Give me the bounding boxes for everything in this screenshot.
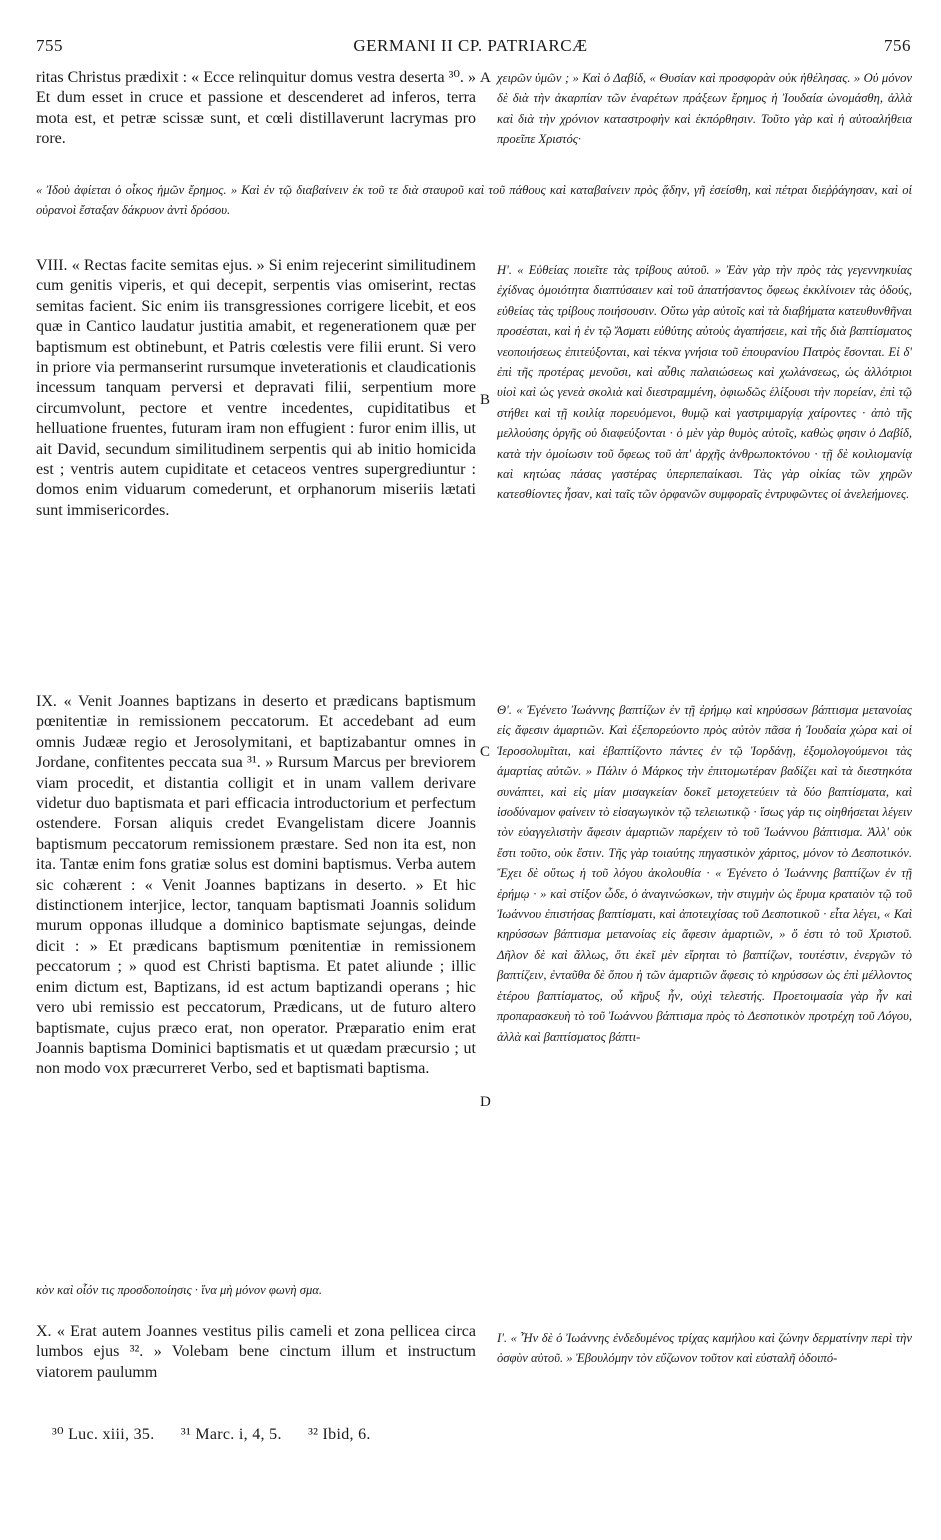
- greek-text-iota: Ι'. « Ἦν δὲ ὁ Ἰωάννης ἐνδεδυμένος τρίχας καμήλου καὶ ζώνην δερματίνην περὶ τὴν ὀσφὺν αὐτοῦ. » Ἐβουλόμην τὸν εὔζωνον τοῦτον καὶ εὐσταλῆ ὁδοιπό-: [497, 1331, 912, 1366]
- greek-section-iota: [497, 1328, 912, 1369]
- page-number-left: 755: [36, 36, 63, 55]
- latin-section-ix: [36, 692, 476, 1080]
- greek-section-theta: [497, 700, 912, 1047]
- greek-text-theta: Θ'. « Ἐγένετο Ἰωάννης βαπτίζων ἐν τῇ ἐρήμῳ καὶ κηρύσσων βάπτισμα μετανοίας εἰς ἄφεσιν ἁμαρτιῶν. Καὶ ἐξεπορεύοντο πρὸς αὐτὸν πᾶσα ἡ Ἰουδαία χώρα καὶ οἱ Ἱεροσολυμῖται, καὶ ἐβαπτίζοντο πάντες ἐν τῷ Ἰορδάνῃ, ἐξομολογούμενοι τὰς ἁμαρτίας αὐτῶν. » Πάλιν ὁ Μάρκος τὴν ἐπιτομωτέραν βαδίζει καὶ τὰ διεστηκότα συνάπτει, καὶ εἰς μίαν μισαγκείαν δοκεῖ μετοχετεύειν τὰ δύο βαπτίσματα, καὶ ἰσοδύναμον φαίνειν τὸ εἰσαγωγικὸν τῷ τελειωτικῷ · ἴσως γάρ τις οἰηθήσεται λέγειν τὸν εὐαγγελιστὴν ἄφεσιν ἁμαρτιῶν παρέχειν τὸ τοῦ Ἰωάννου βάπτισμα. Ἀλλ' οὐκ ἔστι τοῦτο, οὐκ ἔστιν. Τῆς γὰρ τοιαύτης πηγαστικὸν χάριτος, μόνον τὸ Δεσποτικόν. Ἔχει δὲ οὕτως ἡ τοῦ λόγου ἀκολουθία · « Ἐγένετο ὁ Ἰωάννης βαπτίζων ἐν τῇ ἐρήμῳ · » καὶ στίξον ὧδε, ὁ ἀναγινώσκων, τὴν στιγμὴν ὡς ἔρυμα κραταιὸν τῷ τοῦ Ἰωάννου ἐπιστήσας βαπτίσματι, καὶ ἀποτειχίσας τοῦ Δεσποτικοῦ · εἶτα λέγει, « Καὶ κηρύσσων βάπτισμα μετανοίας εἰς ἄφεσιν ἁμαρτιῶν, » ὅ ἐστι τὸ τοῦ Χριστοῦ. Δῆλον δὲ καὶ ἄλλως, ὅτι ἐκεῖ μὲν εἴρηται τὸ βαπτίζων, τουτέστιν, ἐνεργῶν τὸ βαπτίζειν, ἐνταῦθα δὲ ὅπου ἡ τῶν ἁμαρτιῶν ἄφεσις τὸ κηρύσσων ὡς ἐπὶ μέλλοντος ἑτέρου βαπτίσματος, οὗ κῆρυξ ἦν, οὐχὶ τελεστής. Προετοιμασία γὰρ ἦν καὶ προπαρασκευὴ τὸ τοῦ Ἰωάννου βάπτισμα πρὸς τὸ Δεσποτικὸν προτρέχη τοῦ Λόγου, ἀλλὰ καὶ βαπτίσματος βάπτι-: [497, 703, 912, 1044]
- page-number-right: 756: [884, 36, 911, 55]
- latin-paragraph-top: [36, 68, 476, 150]
- greek-text-full-top: « Ἰδοὺ ἀφίεται ὁ οἶκος ἡμῶν ἔρημος. » Καὶ ἐν τῷ διαβαίνειν ἐκ τοῦ τε διὰ σταυροῦ καὶ τοῦ πάθους καὶ καταβαίνειν πρὸς ᾅδην, γῆ ἐσείσθη, καὶ πέτραι διεῤῥάγησαν, καὶ οἱ οὐρανοὶ ἔσταξαν δάκρυον ἀντὶ δρόσου.: [36, 183, 912, 218]
- latin-text-ix: IX. « Venit Joannes baptizans in deserto et prædicans baptismum pœnitentiæ in remissionem peccatorum. Et accedebant ad eum omnis Judææ regio et Jerosolymitani, et baptizabantur omnes in Jordane, confitentes peccata sua ³¹. » Rursum Marcus per breviorem viam procedit, et distantia colligit et in unam vallem derivare videtur duo baptismata et pari efficacia introductorium et perfectum ostendere. Forsan aliquis credet Evangelistam dicere Joannis baptismum peccatorum remissionem præstare. Sed non ita est, non ita. Tantæ enim fons gratiæ solus est domini baptismus. Verba autem sic cohærent : « Venit Joannes baptizans in deserto. » Et hic distinctionem interjice, lector, tanquam baptismati Joannis solidum murum opponas illudque a dominico baptismate sejungas, deinde dicit : » Et prædicans baptismum pœnitentiæ in remissionem peccatorum ; » quod est Christi baptisma. Et patet aliunde ; illic enim dictum est, Baptizans, id est actum baptizandi operans ; hic vero ubi remissio est peccatorum, Prædicans, ut de futuro altero baptismate, cujus præco erat, non operator. Præparatio enim erat Joannis baptisma Dominici baptismatis et ut quædam præcursio ; ut non modo vox præcurreret Verbo, sed et baptismati baptisma.: [36, 693, 476, 1078]
- footnote-32: ³² Ibid, 6.: [308, 1426, 371, 1443]
- greek-text-full-mid: κὸν καὶ οἷόν τις προσδοποίησις · ἵνα μὴ μόνον φωνὴ σμα.: [36, 1283, 323, 1297]
- latin-section-x: [36, 1322, 476, 1383]
- latin-text-top: ritas Christus prædixit : « Ecce relinquitur domus vestra deserta ³⁰. » Et dum esset in cruce et passione et descenderet ad inferos, terra mota est, et petræ scissæ sunt, et cœli distillaverunt lacrymas pro rore.: [36, 69, 476, 148]
- greek-text-top: χειρῶν ὑμῶν ; » Καὶ ὁ Δαβίδ, « Θυσίαν καὶ προσφορὰν οὐκ ἠθέλησας. » Οὐ μόνον δὲ διὰ τὴν ἀκαρπίαν τῶν ἐναρέτων πράξεων ἔρημος ἡ Ἰουδαία ὠνομάσθη, ἀλλὰ καὶ διὰ τὴν χρόνιον καταστροφὴν καὶ ἐκπόρθησιν. Τοῦτο γὰρ καὶ ἡ αὐτοαλήθεια προεῖπε Χριστός·: [497, 71, 912, 147]
- footnote-31: ³¹ Marc. i, 4, 5.: [180, 1426, 282, 1443]
- greek-section-eta: [497, 260, 912, 505]
- greek-full-width-top: [36, 180, 912, 221]
- footnotes: [52, 1424, 393, 1444]
- latin-section-viii: [36, 256, 476, 521]
- margin-letter-b: B: [480, 392, 491, 408]
- footnote-30: ³⁰ Luc. xiii, 35.: [52, 1426, 155, 1443]
- margin-letter-d: D: [480, 1094, 491, 1110]
- latin-text-viii: VIII. « Rectas facite semitas ejus. » Si enim rejecerint similitudinem cum genitis viperis, et qui decepit, serpentis vias omiserint, rectas semitas facient. Sic enim iis transgressiones corrigere licebit, et eos quæ in Cantico laudatur justitia amabit, et regenerationem quæ per baptismum est obtinebunt, et Patris cœlestis vere filii erunt. Si vero in priore via permanserint rursumque inveterationis et claudicationis incessum tanquam perversi et depravati filii, serpentium more circumvolunt, pectore et ventre incedentes, cupiditatibus et helluatione fruentes, futuram iram non effugient : furor enim illis, ut ait David, secundum similitudinem serpentis qui ab initio homicida est ; ventris autem cupiditate et cetaceos ventres supergrediuntur : domos enim viduarum comederunt, et orphanorum miseriis lætati sunt immisericordes.: [36, 257, 476, 519]
- greek-text-eta: Η'. « Εὐθείας ποιεῖτε τὰς τρίβους αὐτοῦ. » Ἐὰν γὰρ τὴν πρὸς τὰς γεγεννηκυίας ἐχίδνας ὁμοιότητα διαπτύσαιεν καὶ τοῦ ἀπατήσαντος ὄφεως ἐκκλίνοιεν τὰς ὁδούς, εὐθείας τὰς τρίβους ποιήσουσιν. Οὕτω γὰρ αὐτοῖς καὶ τὰ διαβήματα κατευθυνθῆναι προσέσται, καὶ ἡ ἐν τῷ Ἄσματι εὐθύτης αὐτοὺς ἀγαπήσειε, καὶ τῆς διὰ βαπτίσματος νεοποιήσεως ἐπιτεύξονται, καὶ τέκνα γνήσια τοῦ ἐπουρανίου Πατρὸς ἔσονται. Εἰ δ' ἐπὶ τῆς προτέρας μενοῦσι, καὶ αὖθις παλαιώσεως καὶ χωλάνσεως, ὡς ἀλλότριοι υἱοὶ καὶ ὡς γενεὰ σκολιὰ καὶ διεστραμμένη, ὀφιωδῶς ἑλίξουσι τὴν πορείαν, ἐπὶ τῷ στήθει καὶ τῇ κοιλίᾳ πορευόμενοι, θυμῷ καὶ γαστριμαργίᾳ χαίροντες · ἀπὸ τῆς μελλούσης ὀργῆς οὐ διαφεύξονται · ὁ μὲν γὰρ θυμὸς αὐτοῖς, καθὼς φησιν ὁ Δαβίδ, κατὰ τὴν ὁμοίωσιν τοῦ ὄφεως τοῦ ἀπ' ἀρχῆς ἀνθρωποκτόνου · τῇ δὲ κοιλιομανίᾳ καὶ κητώας πάσας γαστέρας ὑπερπεπαίκασι. Τὰς γὰρ οἰκίας τῶν χηρῶν κατεσθίοντες ἦσαν, καὶ ταῖς τῶν ὀρφανῶν συμφοραῖς ἐντρυφῶντες οἱ ἀνελεήμονες.: [497, 263, 912, 502]
- latin-text-x: X. « Erat autem Joannes vestitus pilis cameli et zona pellicea circa lumbos ejus ³². » Volebam bene cinctum illum et instructum viatorem paulumm: [36, 1323, 476, 1381]
- margin-letter-a: A: [480, 70, 491, 86]
- greek-full-width-mid: [36, 1280, 912, 1300]
- running-title: GERMANI II CP. PATRIARCÆ: [353, 36, 588, 55]
- margin-letter-c: C: [480, 744, 491, 760]
- greek-paragraph-top: [497, 68, 912, 150]
